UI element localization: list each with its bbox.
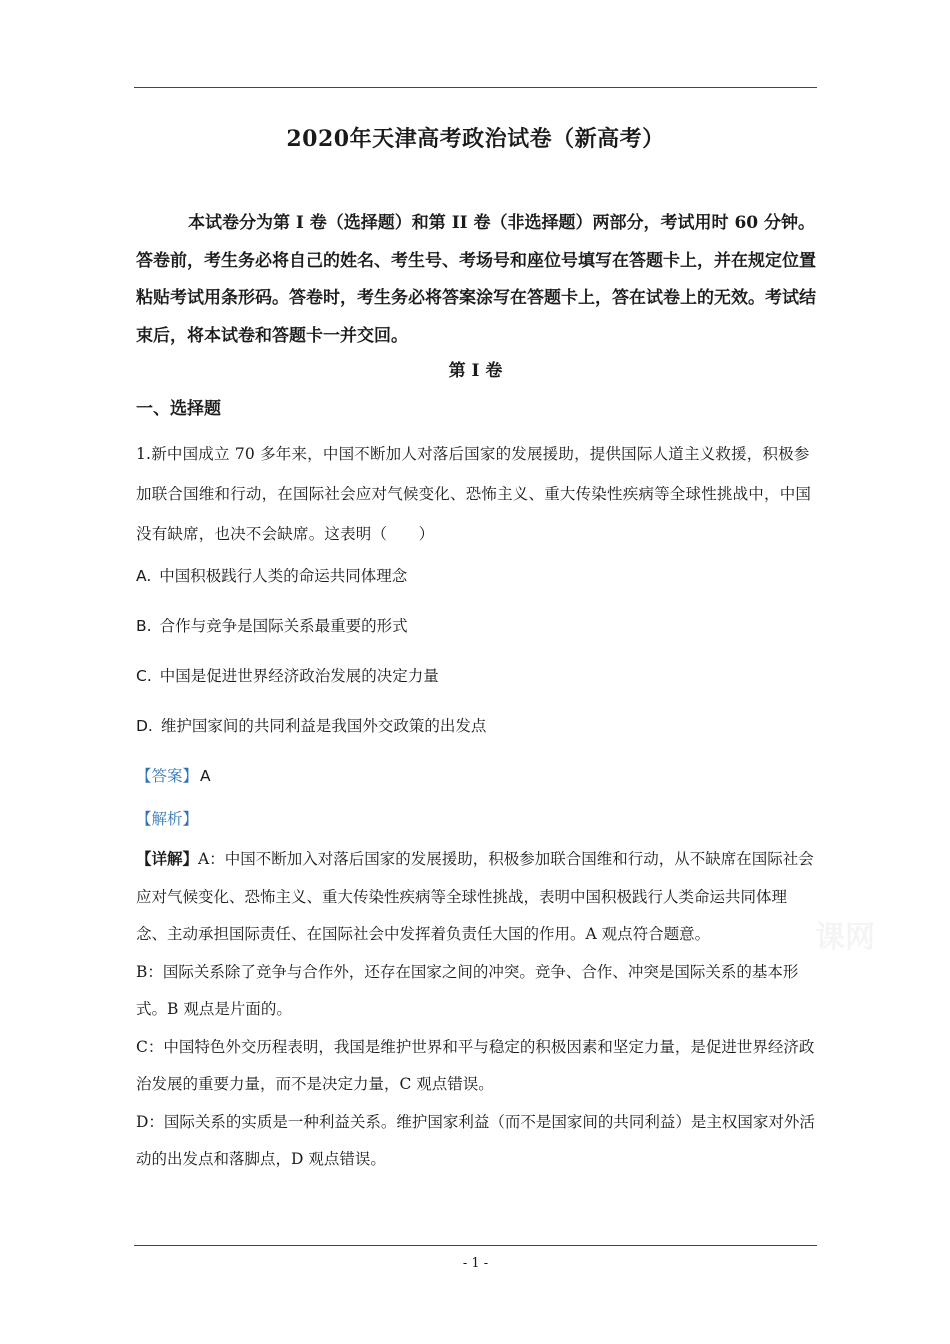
option-c xyxy=(136,664,439,686)
option-text: 中国是促进世界经济政治发展的决定力量 xyxy=(159,667,439,685)
option-a xyxy=(136,564,407,586)
page-number: - 1 - xyxy=(462,1256,489,1271)
option-letter: A. xyxy=(136,567,152,585)
document-title: 2020年天津高考政治试卷（新高考） xyxy=(286,126,665,152)
analysis-label: 【解析】 xyxy=(136,810,199,828)
answer-line xyxy=(136,764,211,786)
option-letter: D. xyxy=(136,717,153,735)
header-rule xyxy=(134,87,817,88)
option-letter: B. xyxy=(136,617,152,635)
analysis-line xyxy=(136,807,198,829)
part-heading: 一、选择题 xyxy=(136,399,221,419)
answer-label: 【答案】 xyxy=(136,767,199,785)
question-text: 新中国成立 70 多年来，中国不断加人对落后国家的发展援助，提供国际人道主义救援，积极参加联合国维和行动，在国际社会应对气候变化、恐怖主义、重大传染性疾病等全球性挑战中，中国没有缺席，也决不会缺席。这表明（ ） xyxy=(136,445,812,543)
section-title: 第 I 卷 xyxy=(448,361,503,381)
option-b xyxy=(136,614,408,636)
question-number: 1. xyxy=(136,445,152,463)
detailed-explanation xyxy=(136,840,816,1179)
explanation-d: D：国际关系的实质是一种利益关系。维护国家利益（而不是国家间的共同利益）是主权国家对外活动的出发点和落脚点，D 观点错误。 xyxy=(136,1112,815,1168)
option-letter: C. xyxy=(136,667,152,685)
option-d xyxy=(136,714,486,736)
detail-label: 【详解】 xyxy=(136,849,199,868)
footer-rule xyxy=(134,1245,817,1246)
option-text: 合作与竞争是国际关系最重要的形式 xyxy=(159,617,408,635)
option-text: 维护国家间的共同利益是我国外交政策的出发点 xyxy=(160,717,487,735)
answer-value: A xyxy=(200,767,211,785)
explanation-b: B：国际关系除了竞争与合作外，还存在国家之间的冲突。竞争、合作、冲突是国际关系的基本形式。B 观点是片面的。 xyxy=(136,962,799,1018)
detail-a-text: A：中国不断加入对落后国家的发展援助，积极参加联合国维和行动，从不缺席在国际社会应对气候变化、恐怖主义、重大传染性疾病等全球性挑战，表明中国积极践行人类命运共同体理念、主动承担国际责任、在国际社会中发挥着负责任大国的作用。A 观点符合题意。 xyxy=(136,850,814,943)
exam-instructions xyxy=(136,205,816,355)
option-text: 中国积极践行人类的命运共同体理念 xyxy=(159,567,408,585)
explanation-c: C：中国特色外交历程表明，我国是维护世界和平与稳定的积极因素和坚定力量，是促进世界经济政治发展的重要力量，而不是决定力量，C 观点错误。 xyxy=(136,1037,815,1093)
watermark: 课网 xyxy=(815,920,875,955)
question-1 xyxy=(136,434,816,554)
explanation-a xyxy=(136,840,816,954)
instructions-text: 本试卷分为第 I 卷（选择题）和第 II 卷（非选择题）两部分，考试用时 60 分钟。答卷前，考生务必将自己的姓名、考生号、考场号和座位号填写在答题卡上，并在规定位置粘贴考试用条形码。答卷时，考生务必将答案涂写在答题卡上，答在试卷上的无效。考试结束后，将本试卷和答题卡一并交回。 xyxy=(136,213,816,346)
